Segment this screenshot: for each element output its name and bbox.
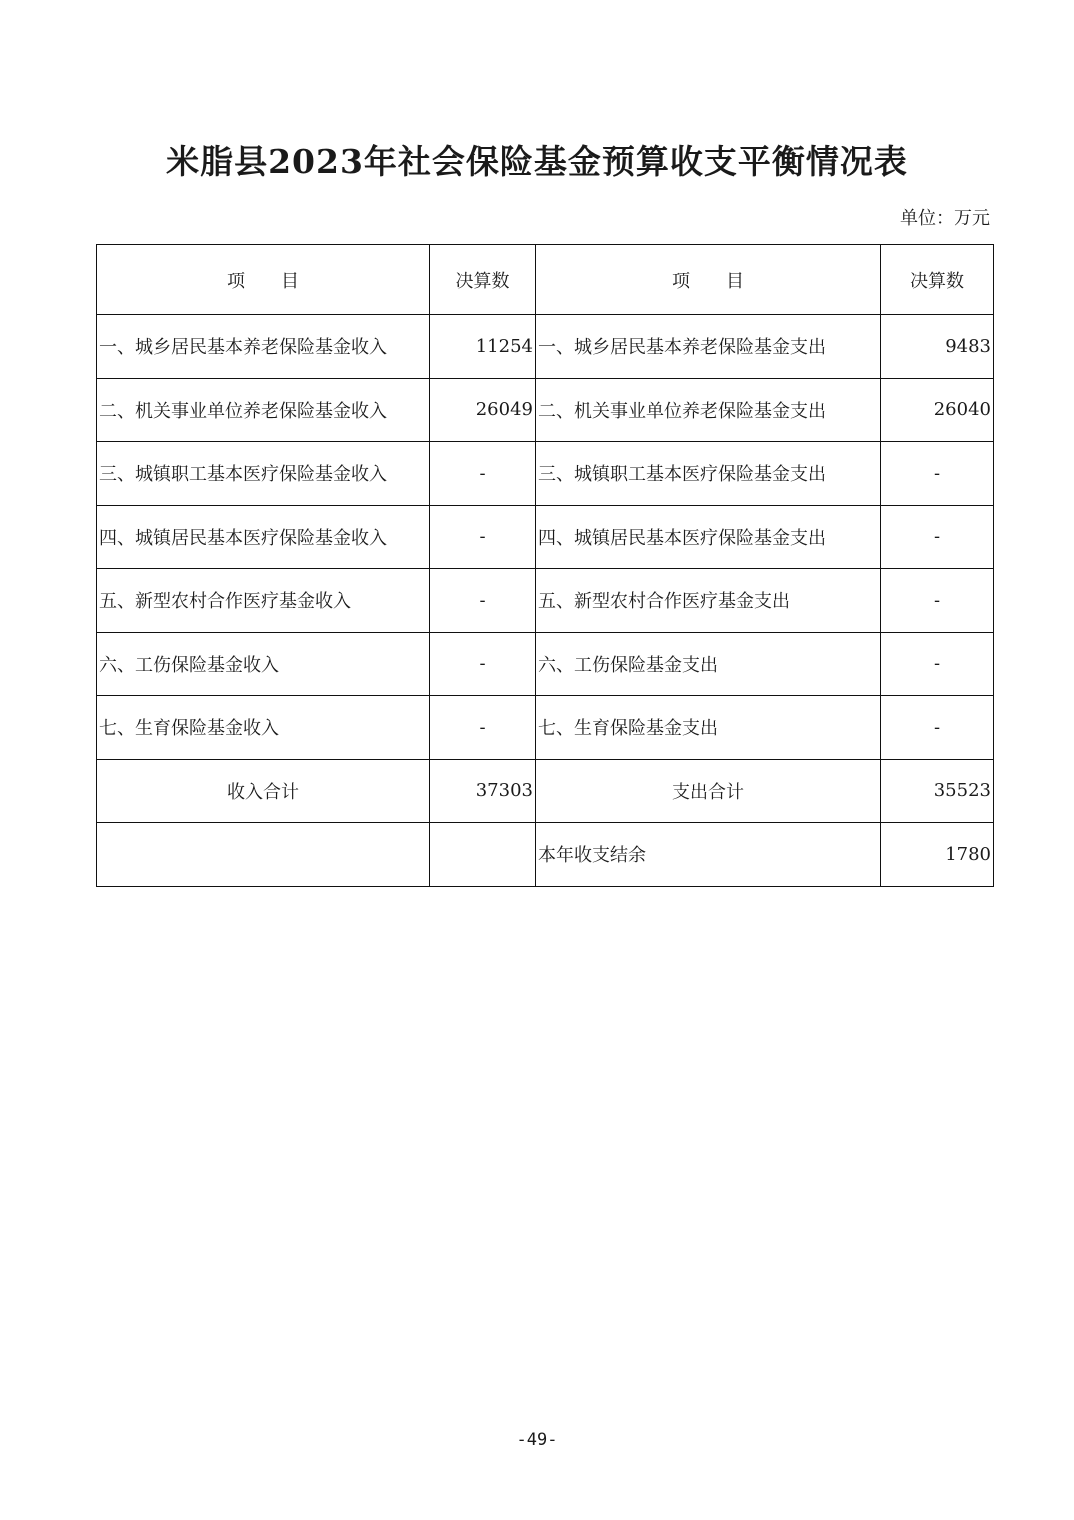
empty-cell	[430, 823, 536, 887]
income-item-cell: 四、城镇居民基本医疗保险基金收入	[97, 505, 430, 569]
income-value-cell: -	[430, 442, 536, 506]
table-total-row	[97, 759, 994, 823]
income-item-cell: 五、新型农村合作医疗基金收入	[97, 569, 430, 633]
table-row	[97, 696, 994, 760]
table-row	[97, 378, 994, 442]
unit-label: 单位：万元	[900, 208, 990, 229]
expense-item-cell: 二、机关事业单位养老保险基金支出	[536, 378, 881, 442]
expense-item-cell: 六、工伤保险基金支出	[536, 632, 881, 696]
header-expense-value: 决算数	[881, 245, 994, 315]
budget-table	[96, 244, 994, 887]
expense-value-cell: -	[881, 569, 994, 633]
income-item-cell: 七、生育保险基金收入	[97, 696, 430, 760]
income-value-cell: -	[430, 696, 536, 760]
header-expense-item: 项 目	[536, 245, 881, 315]
expense-value-cell: -	[881, 632, 994, 696]
page-number: -49-	[516, 1430, 558, 1450]
income-value-cell: 11254	[430, 315, 536, 379]
income-value-cell: 26049	[430, 378, 536, 442]
income-value-cell: -	[430, 569, 536, 633]
expense-item-cell: 七、生育保险基金支出	[536, 696, 881, 760]
income-value-cell: -	[430, 505, 536, 569]
income-item-cell: 二、机关事业单位养老保险基金收入	[97, 378, 430, 442]
header-income-item: 项 目	[97, 245, 430, 315]
income-value-cell: -	[430, 632, 536, 696]
expense-total-label: 支出合计	[536, 759, 881, 823]
expense-item-cell: 五、新型农村合作医疗基金支出	[536, 569, 881, 633]
table-balance-row	[97, 823, 994, 887]
income-total-value: 37303	[430, 759, 536, 823]
expense-item-cell: 四、城镇居民基本医疗保险基金支出	[536, 505, 881, 569]
balance-label: 本年收支结余	[536, 823, 881, 887]
income-total-label: 收入合计	[97, 759, 430, 823]
expense-item-cell: 一、城乡居民基本养老保险基金支出	[536, 315, 881, 379]
expense-value-cell: -	[881, 442, 994, 506]
income-item-cell: 三、城镇职工基本医疗保险基金收入	[97, 442, 430, 506]
expense-value-cell: 26040	[881, 378, 994, 442]
table-row	[97, 632, 994, 696]
table-row	[97, 505, 994, 569]
expense-total-value: 35523	[881, 759, 994, 823]
expense-value-cell: -	[881, 505, 994, 569]
income-item-cell: 一、城乡居民基本养老保险基金收入	[97, 315, 430, 379]
expense-value-cell: 9483	[881, 315, 994, 379]
table-row	[97, 442, 994, 506]
table-row	[97, 569, 994, 633]
table-header-row	[97, 245, 994, 315]
table-row	[97, 315, 994, 379]
page-title: 米脂县2023年社会保险基金预算收支平衡情况表	[166, 142, 908, 181]
expense-item-cell: 三、城镇职工基本医疗保险基金支出	[536, 442, 881, 506]
empty-cell	[97, 823, 430, 887]
header-income-value: 决算数	[430, 245, 536, 315]
balance-value: 1780	[881, 823, 994, 887]
income-item-cell: 六、工伤保险基金收入	[97, 632, 430, 696]
expense-value-cell: -	[881, 696, 994, 760]
